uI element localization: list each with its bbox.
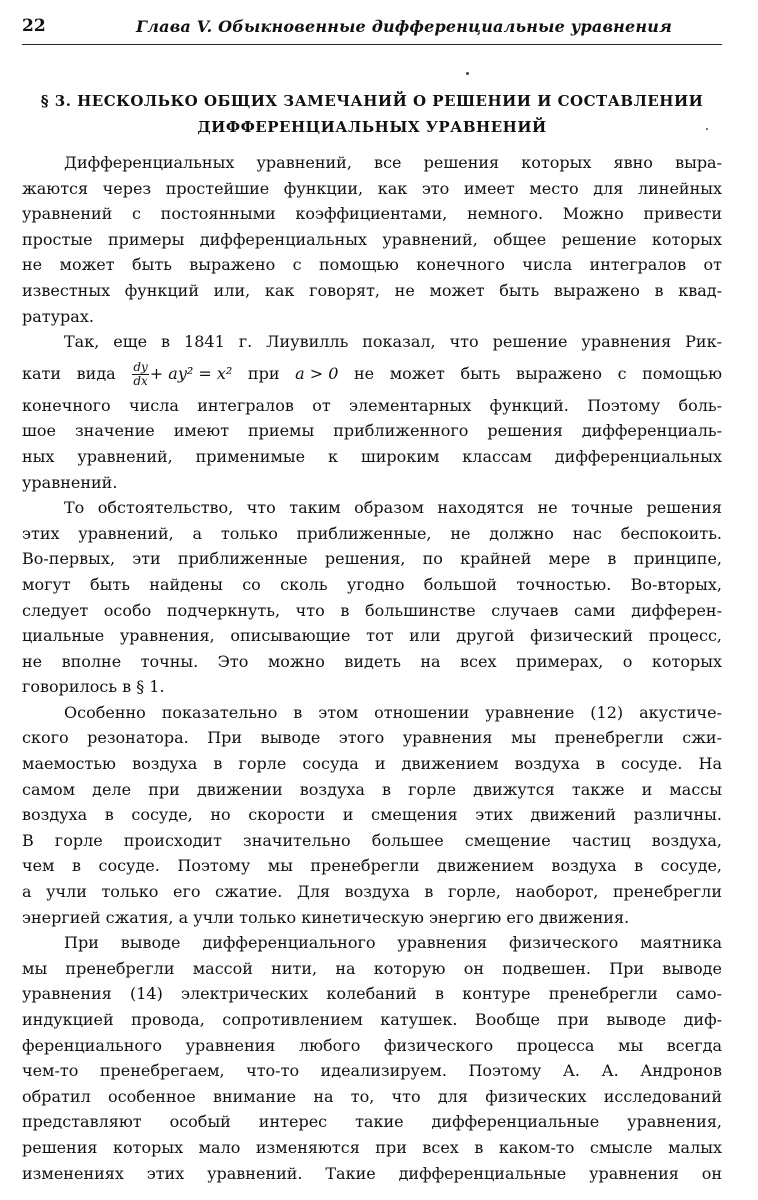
paragraph: [22, 150, 722, 329]
body-text: [22, 150, 722, 1186]
paragraph: [22, 930, 722, 1186]
paragraph: [22, 495, 722, 700]
text-line: представляют особый интерес такие дифференциальные уравнения,: [22, 1112, 722, 1132]
text-line: чем-то пренебрегаем, что-то идеализируем. Поэтому А. А. Андронов: [22, 1061, 722, 1081]
text-line: То обстоятельство, что таким образом находятся не точные решения: [64, 498, 722, 518]
text-line: шое значение имеют приемы приближенного решения дифференциаль-: [22, 421, 722, 441]
text-line: индукцией провода, сопротивлением катушек. Вообще при выводе диф-: [22, 1010, 722, 1029]
formula-rest: + ay² = x²: [149, 364, 233, 384]
text-line: воздуха в сосуде, но скорости и смещения этих движений различны.: [22, 805, 722, 825]
section-heading-line: ДИФФЕРЕНЦИАЛЬНЫХ УРАВНЕНИЙ: [197, 118, 547, 136]
print-speck: [466, 72, 469, 75]
text-line: конечного числа интегралов от элементарных функций. Поэтому боль-: [22, 395, 722, 415]
formula-condition: a > 0: [295, 364, 339, 384]
text-line: мы пренебрегли массой нити, на которую он подвешен. При выводе: [22, 958, 722, 978]
text-line: не может быть выражено с помощью конечного числа интегралов от: [22, 255, 722, 275]
text-line: известных функций или, как говорят, не может быть выражено в квад-: [22, 280, 722, 300]
text-line: могут быть найдены со сколь угодно большой точностью. Во-вторых,: [22, 574, 722, 594]
text-line: обратил особенное внимание на то, что для физических исследований: [22, 1086, 722, 1106]
text-line: этих уравнений, а только приближенные, не должно нас беспокоить.: [22, 523, 722, 543]
formula-suffix: не может быть выражено с помощью: [354, 363, 723, 383]
text-line: Дифференциальных уравнений, все решения которых явно выра-: [64, 153, 722, 172]
text-line: Так, еще в 1841 г. Лиувилль показал, что решение уравнения Рик-: [64, 332, 722, 352]
section-heading: [22, 88, 722, 140]
text-line: Во-первых, эти приближенные решения, по крайней мере в принципе,: [22, 549, 722, 569]
text-line: не вполне точны. Это можно видеть на всех примерах, о которых: [22, 651, 722, 671]
text-line: изменениях этих уравнений. Такие дифференциальные уравнения он: [22, 1163, 722, 1183]
text-line: говорилось в § 1.: [22, 677, 165, 697]
paragraph: [22, 329, 722, 495]
running-header: [22, 16, 722, 45]
text-line: ференциального уравнения любого физического процесса мы всегда: [22, 1035, 722, 1055]
formula-mid: при: [247, 363, 280, 383]
text-line: энергией сжатия, а учли только кинетическую энергию его движения.: [22, 907, 630, 927]
derivative-fraction: [132, 361, 148, 388]
section-heading-line: § 3. НЕСКОЛЬКО ОБЩИХ ЗАМЕЧАНИЙ О РЕШЕНИИ И СОСТАВЛЕНИИ: [40, 92, 704, 110]
text-line: При выводе дифференциального уравнения физического маятника: [64, 933, 722, 953]
text-line: циальные уравнения, описывающие тот или другой физический процесс,: [22, 626, 722, 646]
text-line: ратурах.: [22, 306, 94, 326]
fraction-denominator: dx: [133, 374, 148, 389]
text-line: В горле происходит значительно большее смещение частиц воздуха,: [22, 830, 722, 850]
formula-prefix: кати вида: [22, 363, 116, 383]
text-line: ных уравнений, применимые к широким классам дифференциальных: [22, 446, 722, 466]
text-line: уравнения (14) электрических колебаний в контуре пренебрегли само-: [22, 984, 722, 1004]
text-line: а учли только его сжатие. Для воздуха в горле, наоборот, пренебрегли: [22, 882, 722, 902]
text-line: простые примеры дифференциальных уравнений, общее решение которых: [22, 229, 722, 249]
riccati-equation: [131, 355, 232, 393]
text-line: жаются через простейшие функции, как это имеет место для линейных: [22, 178, 722, 198]
text-line: ского резонатора. При выводе этого уравнения мы пренебрегли сжи-: [22, 728, 722, 748]
text-line: решения которых мало изменяются при всех в каком-то смысле малых: [22, 1137, 722, 1157]
paragraph: [22, 700, 722, 930]
text-line: маемостью воздуха в горле сосуда и движением воздуха в сосуде. На: [22, 754, 722, 774]
page-number: 22: [22, 16, 46, 36]
text-line: уравнений с постоянными коэффициентами, немного. Можно привести: [22, 204, 722, 224]
fraction-numerator: dy: [133, 360, 148, 375]
text-line: следует особо подчеркнуть, что в большинстве случаев сами дифферен-: [22, 600, 722, 620]
text-line: самом деле при движении воздуха в горле движутся также и массы: [22, 779, 722, 799]
text-line: чем в сосуде. Поэтому мы пренебрегли движением воздуха в сосуде,: [22, 856, 722, 876]
text-line: уравнений.: [22, 472, 118, 492]
formula-line: [22, 355, 722, 393]
text-line: Особенно показательно в этом отношении уравнение (12) акустиче-: [64, 702, 722, 722]
running-title: Глава V. Обыкновенные дифференциальные уравнения: [136, 17, 673, 36]
